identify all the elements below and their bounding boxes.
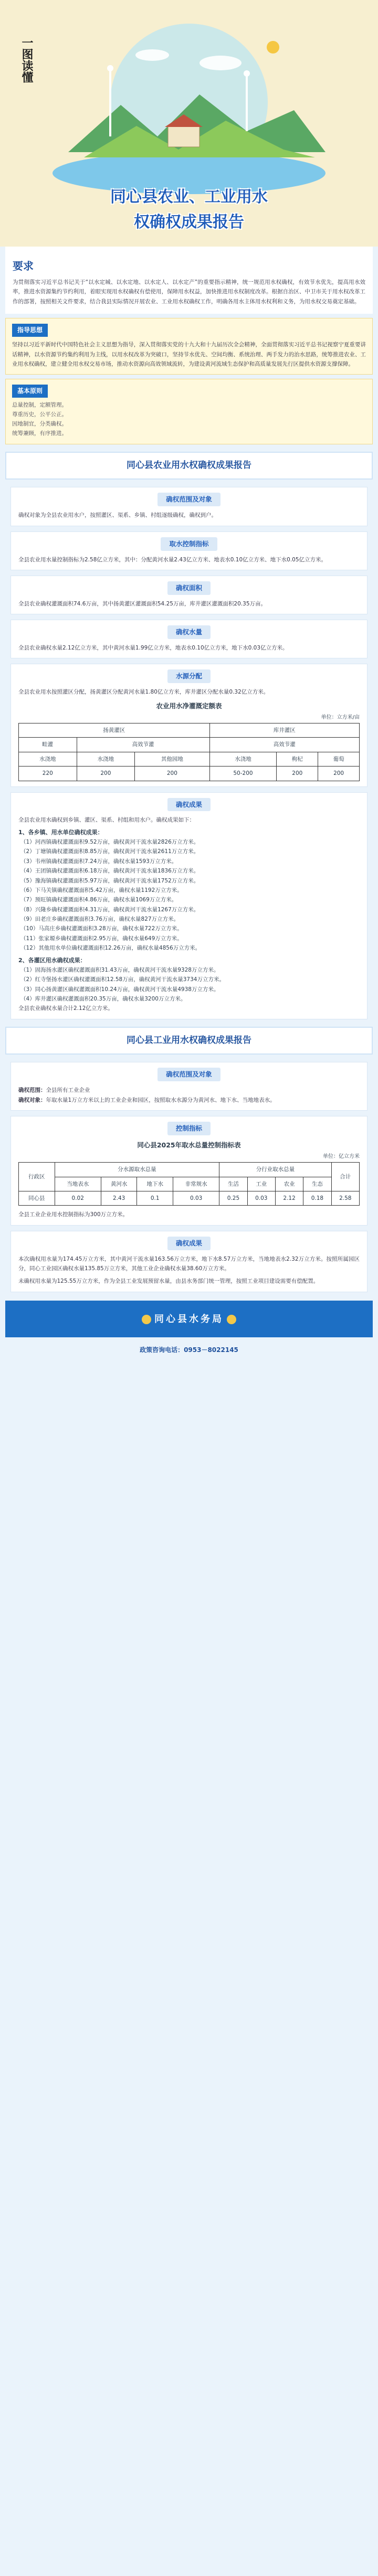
principles-section <box>5 379 373 444</box>
table-col-header: 黄河水 <box>101 1177 137 1191</box>
agri-water-heading: 确权水量 <box>167 625 211 639</box>
irrigation-quota-table <box>18 723 360 781</box>
industry-result-card <box>10 1231 368 1292</box>
principle-item: 总量控制，定额管理。 <box>12 402 67 409</box>
table-col-header: 葡萄 <box>318 752 360 766</box>
agri-water-card <box>10 620 368 658</box>
agri-result-heading: 确权成果 <box>167 798 211 812</box>
agri-result-item: （3）同心扬黄灌区确权灌溉面积10.24万亩，确权黄河干流水量4938万立方米。 <box>20 986 219 993</box>
agri-dist-heading: 水源分配 <box>167 669 211 683</box>
requirements-text: 为贯彻落实习近平总书记关于“以水定城、以水定地、以水定人、以水定产”的重要指示精神，统一规范用水权确权，有效节水优先，提高用水效率，推进水资源集约节约利用，着眼实现用水权确权有偿使用，保障用水权益，加快推进用水权制度改革。根据自治区、中卫市关于用水权改革工作的部署，按照相关文件要求，结合我县实际情况开展农业、工业用水权确权工作，明确各用水主体用水权利和义务，为用水权交易奠定基础。 <box>13 279 365 305</box>
guiding-tag: 指导思想 <box>12 324 48 337</box>
agri-result-item: （7）预旺镇确权灌溉面积4.86万亩，确权水量1069万立方米。 <box>20 897 177 903</box>
header-badge: 一图读懂 <box>20 37 34 83</box>
table-group-header: 扬黄灌区 <box>19 723 210 738</box>
agri-distribution-card <box>10 664 368 786</box>
agri-result-item: （2）丁塘镇确权灌溉面积8.85万亩，确权黄河干流水量2611万立方米。 <box>20 848 200 855</box>
table-col-header: 其他园地 <box>135 752 209 766</box>
industry-quota-card <box>10 1116 368 1226</box>
table-col-header: 工业 <box>247 1177 275 1191</box>
table-cell: 2.43 <box>101 1191 137 1206</box>
principle-item: 尊重历史，公平公正。 <box>12 411 67 418</box>
agri-result-sub1: 1、各乡镇、用水单位确权成果： <box>18 828 103 836</box>
table-subheader: 高效节灌 <box>77 738 209 752</box>
page-title-line1: 同心县农业、工业用水 <box>110 188 268 206</box>
agri-result-item: （12）其他用水单位确权灌溉面积12.26万亩，确权水量4856万立方米。 <box>20 945 201 952</box>
drop-icon <box>142 1315 151 1324</box>
agri-quota-heading: 取水控制指标 <box>161 537 217 551</box>
agri-area-text: 全县农业确权灌溉面积74.6万亩，其中扬黄灌区灌溉面积54.25万亩，库井灌区灌溉面积20.35万亩。 <box>18 600 266 607</box>
agri-area-heading: 确权面积 <box>167 581 211 595</box>
table-cell: 220 <box>19 767 77 781</box>
table-col-header: 水浇地 <box>77 752 135 766</box>
requirements-heading: 要求 <box>13 260 34 272</box>
object-label: 确权对象： <box>18 1097 46 1103</box>
table-col-header: 水浇地 <box>19 752 77 766</box>
control-table-unit: 单位：亿立方米 <box>323 1153 360 1159</box>
industry-result-text2: 未确权用水量为125.55万立方米，作为全县工业发展预留水量，由县水务部门统一管理，按照工业项目建设需要有偿配置。 <box>18 1278 319 1285</box>
table-cell: 2.12 <box>275 1191 303 1206</box>
table-cell: 200 <box>135 767 209 781</box>
table-col-header: 生活 <box>219 1177 247 1191</box>
agri-result-item: （6）下马关镇确权灌溉面积5.42万亩，确权水量1192万立方米。 <box>20 887 183 893</box>
object-value: 年取水量1万立方米以上的工业企业和园区，按照取水水源分为黄河水、地下水、当地地表水。 <box>46 1097 276 1103</box>
industry-result-heading: 确权成果 <box>167 1237 211 1250</box>
table-row-label: 同心县 <box>19 1191 55 1206</box>
table-subheader: 畦灌 <box>19 738 77 752</box>
industry-result-text1: 本次确权用水量为174.45万立方米，其中黄河干流水量163.56万立方米，地下水8.57万立方米，当地地表水2.32万立方米。按照所属园区分，同心工业园区确权水量135.85万立方米，其他工业企业确权水量38.60万立方米。 <box>18 1255 360 1272</box>
industry-scope-heading: 确权范围及对象 <box>158 1068 220 1081</box>
table-cell: 0.18 <box>303 1191 331 1206</box>
table-cell: 0.02 <box>55 1191 101 1206</box>
table-group-header: 库井灌区 <box>209 723 359 738</box>
table-col-header: 当地表水 <box>55 1177 101 1191</box>
principle-item: 因地制宜，分类确权。 <box>12 420 67 427</box>
agri-result-item: （5）豫海镇确权灌溉面积5.97万亩，确权黄河干流水量1752万立方米。 <box>20 877 200 884</box>
scope-label: 确权范围： <box>18 1087 46 1094</box>
industry-quota-heading: 控制指标 <box>167 1122 211 1135</box>
table-cell: 0.1 <box>137 1191 173 1206</box>
hero-banner <box>0 0 378 247</box>
table-cell: 200 <box>277 767 318 781</box>
table-col-header: 地下水 <box>137 1177 173 1191</box>
table-cell: 0.25 <box>219 1191 247 1206</box>
agri-report-title: 同心县农业用水权确权成果报告 <box>5 452 373 480</box>
agri-result-text: 全县农业用水确权到乡镇、灌区、渠系、村组和用水户。确权成果如下： <box>18 817 195 824</box>
agri-result-sub2: 2、各灌区用水确权成果： <box>18 956 86 964</box>
table-col-header: 水浇地 <box>209 752 277 766</box>
footer-banner <box>5 1301 373 1337</box>
table-group-header: 分水源取水总量 <box>55 1163 219 1177</box>
agri-water-text: 全县农业确权水量2.12亿立方米，其中黄河水量1.99亿立方米，地表水0.10亿立方米，地下水0.03亿立方米。 <box>18 645 288 651</box>
table-cell: 200 <box>318 767 360 781</box>
agri-result-item: （9）田老庄乡确权灌溉面积3.76万亩，确权水量827万立方米。 <box>20 916 180 922</box>
control-quota-table <box>18 1162 360 1206</box>
guiding-section <box>5 318 373 375</box>
table-cell: 200 <box>77 767 135 781</box>
table-cell: 2.58 <box>331 1191 359 1206</box>
table-col-header: 非常规水 <box>173 1177 219 1191</box>
agri-result-card <box>10 792 368 1019</box>
scope-value: 全县所有工业企业 <box>46 1087 90 1094</box>
contact-line: 政策咨询电话：0953－8022145 <box>140 1346 238 1354</box>
agri-dist-text: 全县农业用水按照灌区分配，扬黄灌区分配黄河水量1.80亿立方米，库井灌区分配水量0.32亿立方米。 <box>18 689 269 696</box>
agri-result-item: （3）韦州镇确权灌溉面积7.24万亩，确权水量1593万立方米。 <box>20 858 177 865</box>
table-group-header: 分行业取水总量 <box>219 1163 331 1177</box>
agri-area-card <box>10 576 368 614</box>
agri-scope-card <box>10 487 368 526</box>
agri-quota-card <box>10 531 368 570</box>
table-cell: 0.03 <box>247 1191 275 1206</box>
page-title-line2: 权确权成果报告 <box>134 213 244 231</box>
industry-quota-text: 全县工业企业用水控制指标为300万立方米。 <box>18 1211 129 1218</box>
table-col-header: 合计 <box>331 1163 359 1191</box>
table-cell: 0.03 <box>173 1191 219 1206</box>
table-col-header: 枸杞 <box>277 752 318 766</box>
table-subheader: 高效节灌 <box>209 738 359 752</box>
table-col-header: 生态 <box>303 1177 331 1191</box>
agri-result-item: （4）王团镇确权灌溉面积6.18万亩，确权黄河干流水量1836万立方米。 <box>20 868 200 875</box>
requirements-section <box>5 247 373 314</box>
principles-tag: 基本原则 <box>12 385 48 398</box>
footer-org: 同心县水务局 <box>154 1313 224 1325</box>
agri-result-item: （1）河西镇确权灌溉面积9.52万亩，确权黄河干流水量2826万立方米。 <box>20 839 200 845</box>
agri-result-item: （8）兴隆乡确权灌溉面积4.31万亩，确权黄河干流水量1267万立方米。 <box>20 906 200 913</box>
agri-result-item: （2）红寺堡扬水灌区确权灌溉面积12.58万亩，确权黄河干流水量3734万立方米。 <box>20 976 225 983</box>
agri-result-item: （11）张家塬乡确权灌溉面积2.95万亩，确权水量649万立方米。 <box>20 935 183 942</box>
industry-report-title: 同心县工业用水权确权成果报告 <box>5 1027 373 1055</box>
table-col-header: 行政区 <box>19 1163 55 1191</box>
principle-item: 统筹兼顾，有序推进。 <box>12 430 67 437</box>
industry-scope-card <box>10 1062 368 1111</box>
agri-result-item: （10）马高庄乡确权灌溉面积3.28万亩，确权水量722万立方米。 <box>20 925 183 932</box>
agri-result-item: （4）库井灌区确权灌溉面积20.35万亩，确权水量3200万立方米。 <box>20 995 186 1002</box>
agri-scope-text: 确权对象为全县农业用水户，按照灌区、渠系、乡镇、村组逐级确权，确权到户。 <box>18 512 217 519</box>
agri-quota-text: 全县农业用水量控制指标为2.58亿立方米，其中：分配黄河水量2.43亿立方米、地表水0.10亿立方米、地下水0.05亿立方米。 <box>18 556 327 563</box>
quota-table-unit: 单位：立方米/亩 <box>321 714 360 720</box>
quota-table-title: 农业用水净灌溉定额表 <box>156 701 222 710</box>
agri-result-item: （1）固海扬水灌区确权灌溉面积31.43万亩，确权黄河干流水量9328万立方米。 <box>20 966 219 973</box>
table-col-header: 农业 <box>275 1177 303 1191</box>
agri-result-closing: 全县农业确权水量合计2.12亿立方米。 <box>18 1005 113 1012</box>
guiding-text: 坚持以习近平新时代中国特色社会主义思想为指导，深入贯彻落实党的十九大和十九届历次全会精神，全面贯彻落实习近平总书记视察宁夏重要讲话精神，以水资源节约集约利用为主线，以用水权改革为突破口，坚持节水优先、空间均衡、系统治理、两手发力的治水思路，统筹推进农业、工业用水权确权，建立健全用水权交易市场，推动水资源向高效领域流转，为建设黄河流域生态保护和高质量发展先行区提供水资源支撑保障。 <box>12 342 366 367</box>
control-table-title: 同心县2025年取水总量控制指标表 <box>137 1141 241 1149</box>
drop-icon <box>227 1315 236 1324</box>
table-cell: 50-200 <box>209 767 277 781</box>
agri-scope-heading: 确权范围及对象 <box>158 493 220 506</box>
